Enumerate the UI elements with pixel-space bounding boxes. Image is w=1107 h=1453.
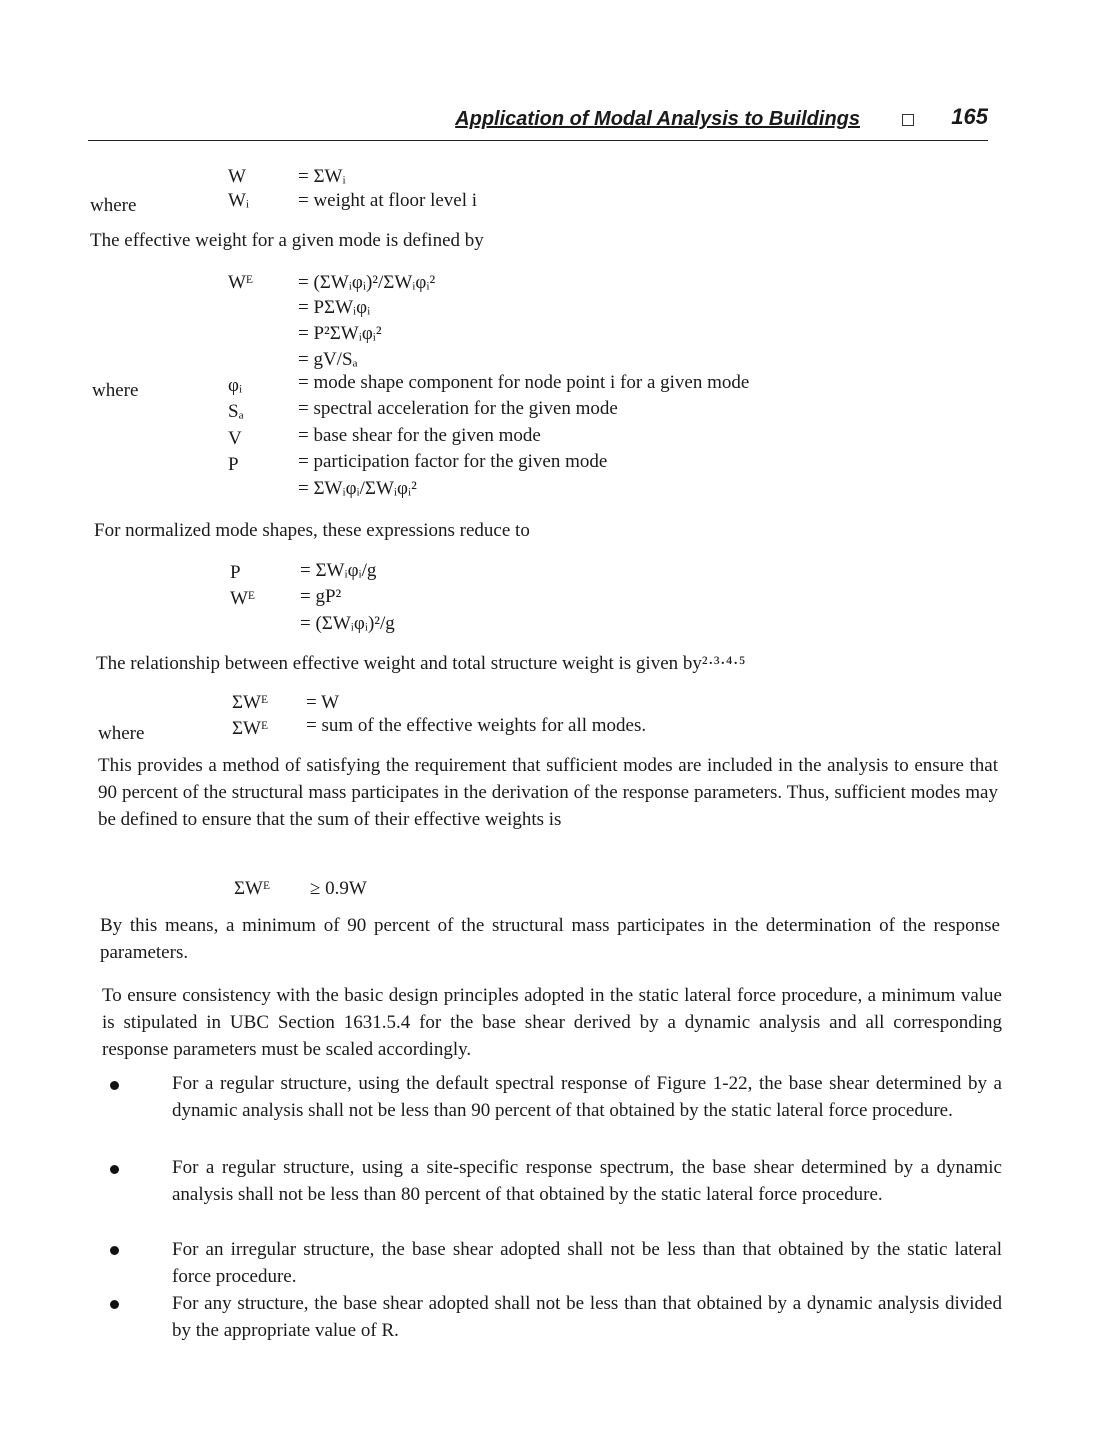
equation: = ΣWᵢφᵢ/ΣWᵢφᵢ² xyxy=(298,478,417,499)
symbol: Sₐ xyxy=(228,401,244,422)
box-separator-icon xyxy=(902,114,914,126)
where-label: where xyxy=(90,195,137,216)
list-item: For an irregular structure, the base shear adopted shall not be less than that obtained by the static lateral force procedure. xyxy=(172,1239,1002,1287)
equation: = ΣWᵢφᵢ/g xyxy=(300,560,377,581)
symbol: V xyxy=(228,428,242,449)
symbol: Wᵢ xyxy=(228,190,250,211)
list-item: For any structure, the base shear adopted shall not be less than that obtained by a dynamic analysis divided by the appropriate value of R. xyxy=(172,1293,1002,1341)
where-label: where xyxy=(92,380,139,401)
equation: = mode shape component for node point i for a given mode xyxy=(298,372,750,393)
paragraph-sufficient-modes: This provides a method of satisfying the requirement that sufficient modes are included in the analysis to ensure that 90 percent of the structural mass participates in the derivation of the response parameters. Thus, sufficient modes may be defined to ensure that the sum of their effective weights is xyxy=(98,755,998,830)
equation: = PΣWᵢφᵢ xyxy=(298,297,371,318)
chapter-title: Application of Modal Analysis to Buildings xyxy=(455,108,860,130)
bullet-dot-icon xyxy=(110,1246,119,1255)
equation: = (ΣWᵢφᵢ)²/ΣWᵢφᵢ² xyxy=(298,272,436,293)
equation: = (ΣWᵢφᵢ)²/g xyxy=(300,613,395,634)
equation: = base shear for the given mode xyxy=(298,425,541,446)
intro-normalized: For normalized mode shapes, these expressions reduce to xyxy=(94,520,530,541)
page-number: 165 xyxy=(951,104,988,129)
symbol: ΣWᴱ xyxy=(232,692,269,713)
bullet-dot-icon xyxy=(110,1081,119,1090)
equation: = gP² xyxy=(300,586,342,607)
symbol: ΣWᴱ xyxy=(234,878,271,899)
equation: = participation factor for the given mode xyxy=(298,451,608,472)
where-label: where xyxy=(98,723,145,744)
intro-effective-weight: The effective weight for a given mode is defined by xyxy=(90,230,484,251)
equation: = weight at floor level i xyxy=(298,190,478,211)
paragraph-consistency: To ensure consistency with the basic design principles adopted in the static lateral force procedure, a minimum value is stipulated in UBC Section 1631.5.4 for the base shear derived by a dynamic analysis and all corresponding response parameters must be scaled accordingly. xyxy=(102,985,1002,1060)
equation: ≥ 0.9W xyxy=(310,878,367,899)
bullet-dot-icon xyxy=(110,1300,119,1309)
intro-relationship: The relationship between effective weight and total structure weight is given by²·³·⁴·⁵ xyxy=(96,653,746,674)
equation: = ΣWᵢ xyxy=(298,166,346,187)
running-header xyxy=(88,104,988,141)
list-item: For a regular structure, using the default spectral response of Figure 1-22, the base shear determined by a dynamic analysis shall not be less than 90 percent of that obtained by the static lateral force procedure. xyxy=(172,1073,1002,1121)
symbol: φᵢ xyxy=(228,375,243,396)
equation: = gV/Sₐ xyxy=(298,349,358,370)
symbol: Wᴱ xyxy=(230,588,255,609)
paragraph-minimum-mass: By this means, a minimum of 90 percent of the structural mass participates in the determination of the response parameters. xyxy=(100,915,1000,963)
symbol: ΣWᴱ xyxy=(232,718,269,739)
symbol: W xyxy=(228,166,246,187)
symbol: P xyxy=(230,562,241,583)
equation: = spectral acceleration for the given mode xyxy=(298,398,618,419)
equation: = P²ΣWᵢφᵢ² xyxy=(298,323,382,344)
symbol: Wᴱ xyxy=(228,272,253,293)
equation: = sum of the effective weights for all modes. xyxy=(306,715,647,736)
symbol: P xyxy=(228,454,239,475)
list-item: For a regular structure, using a site-specific response spectrum, the base shear determined by a dynamic analysis shall not be less than 80 percent of that obtained by the static lateral force procedure. xyxy=(172,1157,1002,1205)
bullet-dot-icon xyxy=(110,1165,119,1174)
equation: = W xyxy=(306,692,340,713)
